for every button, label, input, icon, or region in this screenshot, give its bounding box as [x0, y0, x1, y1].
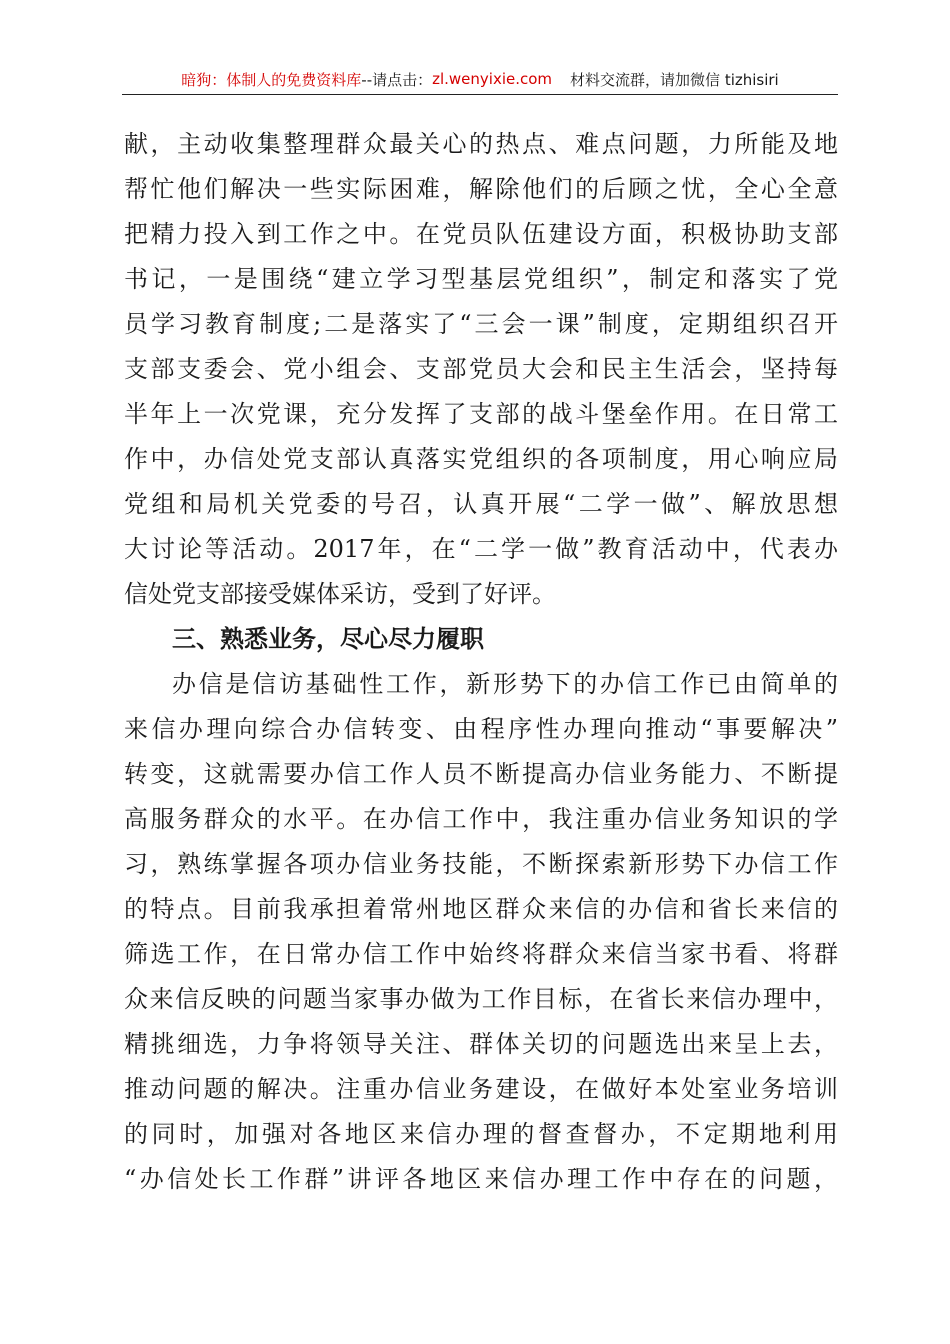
text-line: 筛选工作，在日常办信工作中始终将群众来信当家书看、将群 [124, 940, 838, 968]
text-line: 大讨论等活动。2017年，在“二学一做”教育活动中，代表办 [124, 535, 838, 563]
text-line: 支部支委会、党小组会、支部党员大会和民主生活会，坚持每 [124, 355, 838, 383]
text-line: 把精力投入到工作之中。在党员队伍建设方面，积极协助支部 [124, 220, 838, 248]
paragraph-party-work [124, 122, 838, 617]
text-line: 的同时，加强对各地区来信办理的督查督办，不定期地利用 [124, 1120, 838, 1148]
text-line: 推动问题的解决。注重办信业务建设，在做好本处室业务培训 [124, 1075, 838, 1103]
text-line: 习，熟练掌握各项办信业务技能，不断探索新形势下办信工作 [124, 850, 838, 878]
text-line: 转变，这就需要办信工作人员不断提高办信业务能力、不断提 [124, 760, 838, 788]
page-header [122, 64, 838, 95]
header-url-link[interactable]: zl.wenyixie.com [432, 70, 553, 88]
text-line: 书记，一是围绕“建立学习型基层党组织”，制定和落实了党 [124, 265, 838, 293]
text-line: 半年上一次党课，充分发挥了支部的战斗堡垒作用。在日常工 [124, 400, 838, 428]
text-line: 来信办理向综合办信转变、由程序性办理向推动“事要解决” [124, 715, 838, 743]
text-line: 办信是信访基础性工作，新形势下的办信工作已由简单的 [172, 670, 838, 698]
text-line: 的特点。目前我承担着常州地区群众来信的办信和省长来信的 [124, 895, 838, 923]
text-line: 员学习教育制度;二是落实了“三会一课”制度，定期组织召开 [124, 310, 838, 338]
text-line: 帮忙他们解决一些实际困难，解除他们的后顾之忧，全心全意 [124, 175, 838, 203]
document-body [124, 122, 838, 1202]
header-click-prompt: --请点击： [361, 70, 433, 89]
text-line: 高服务群众的水平。在办信工作中，我注重办信业务知识的学 [124, 805, 838, 833]
text-line: 信处党支部接受媒体采访，受到了好评。 [124, 580, 556, 608]
header-wechat-note: 材料交流群，请加微信 tizhisiri [570, 70, 779, 89]
text-line: 献，主动收集整理群众最关心的热点、难点问题，力所能及地 [124, 130, 838, 158]
text-line: 精挑细选，力争将领导关注、群体关切的问题选出来呈上去， [124, 1030, 838, 1058]
text-line: “办信处长工作群”讲评各地区来信办理工作中存在的问题， [124, 1165, 838, 1193]
section-heading-3: 三、熟悉业务，尽心尽力履职 [172, 625, 484, 653]
text-line: 作中，办信处党支部认真落实党组织的各项制度，用心响应局 [124, 445, 838, 473]
header-site-name: 暗狗：体制人的免费资料库 [181, 70, 362, 89]
text-line: 党组和局机关党委的号召，认真开展“二学一做”、解放思想 [124, 490, 838, 518]
text-line: 众来信反映的问题当家事办做为工作目标，在省长来信办理中， [124, 985, 838, 1013]
paragraph-business-work [124, 662, 838, 1202]
